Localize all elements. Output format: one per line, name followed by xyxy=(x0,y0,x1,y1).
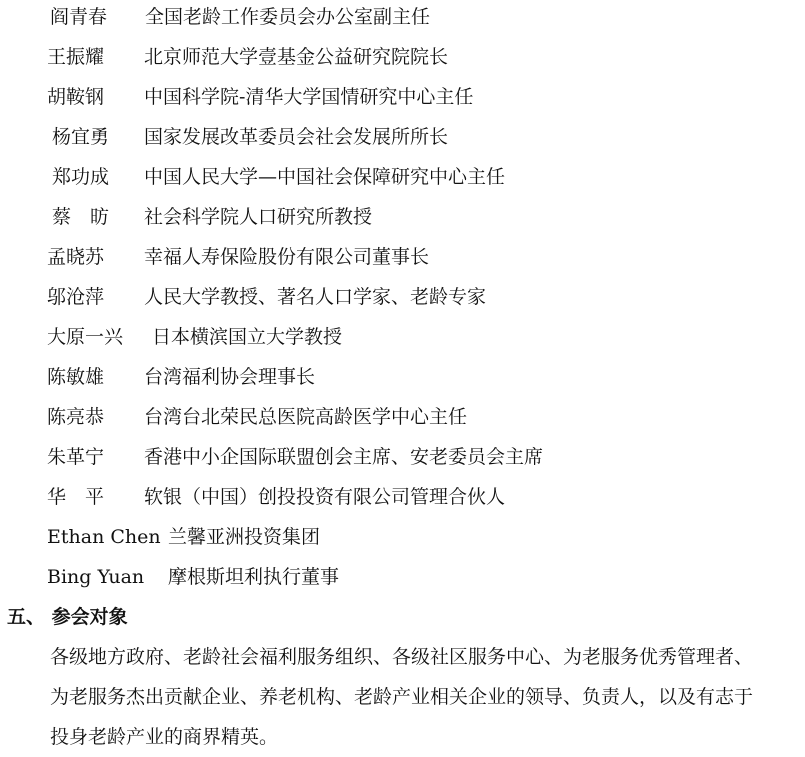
paragraph-line: 各级地方政府、老龄社会福利服务组织、各级社区服务中心、为老服务优秀管理者、 xyxy=(50,646,754,668)
speaker-name: 蔡 昉 xyxy=(52,206,110,228)
speaker-title: 国家发展改革委员会社会发展所所长 xyxy=(144,126,449,148)
speaker-title: 中国人民大学—中国社会保障研究中心主任 xyxy=(144,166,506,188)
speaker-name: Bing Yuan xyxy=(47,566,145,588)
paragraph-line: 投身老龄产业的商界精英。 xyxy=(50,726,279,748)
speaker-name: 孟晓苏 xyxy=(47,246,105,268)
speaker-title: 中国科学院-清华大学国情研究中心主任 xyxy=(144,86,474,108)
speaker-name: 朱革宁 xyxy=(47,446,105,468)
speaker-title: 香港中小企国际联盟创会主席、安老委员会主席 xyxy=(144,446,544,468)
speaker-title: 日本横滨国立大学教授 xyxy=(152,326,343,348)
speaker-title: 台湾台北荣民总医院高龄医学中心主任 xyxy=(144,406,468,428)
speaker-name: 华 平 xyxy=(47,486,105,508)
speaker-name: 邬沧萍 xyxy=(47,286,105,308)
speaker-title: 全国老龄工作委员会办公室副主任 xyxy=(145,6,431,28)
speaker-title: 摩根斯坦利执行董事 xyxy=(168,566,340,588)
speaker-title: 幸福人寿保险股份有限公司董事长 xyxy=(144,246,430,268)
speaker-title: 兰馨亚洲投资集团 xyxy=(168,526,321,548)
speaker-name: 杨宜勇 xyxy=(52,126,110,148)
speaker-name: 王振耀 xyxy=(47,46,105,68)
speaker-name: 陈亮恭 xyxy=(47,406,105,428)
speaker-title: 台湾福利协会理事长 xyxy=(144,366,316,388)
paragraph-line: 为老服务杰出贡献企业、养老机构、老龄产业相关企业的领导、负责人，以及有志于 xyxy=(50,686,754,708)
speaker-title: 人民大学教授、著名人口学家、老龄专家 xyxy=(144,286,487,308)
speaker-title: 北京师范大学壹基金公益研究院院长 xyxy=(144,46,449,68)
speaker-name: 陈敏雄 xyxy=(47,366,105,388)
section-heading: 五、 参会对象 xyxy=(7,606,128,628)
speaker-title: 软银（中国）创投投资有限公司管理合伙人 xyxy=(144,486,506,508)
speaker-name: 阎青春 xyxy=(50,6,108,28)
speaker-name: 胡鞍钢 xyxy=(47,86,105,108)
speaker-name: 郑功成 xyxy=(52,166,110,188)
speaker-title: 社会科学院人口研究所教授 xyxy=(144,206,373,228)
speaker-name: 大原一兴 xyxy=(47,326,124,348)
speaker-name: Ethan Chen xyxy=(47,526,161,548)
